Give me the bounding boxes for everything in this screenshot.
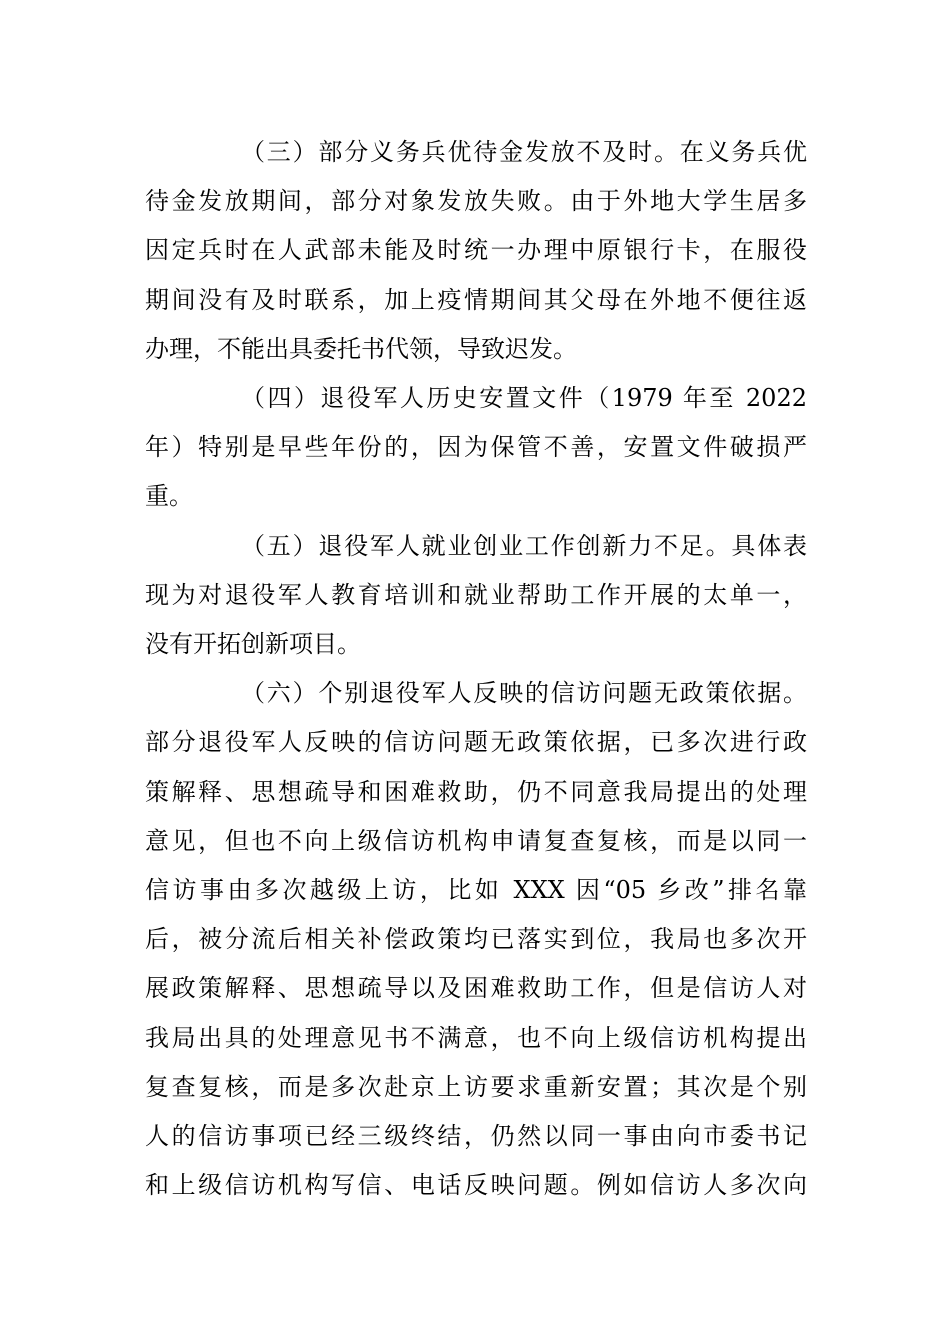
- text-line: 年）特别是早些年份的，因为保管不善，安置文件破损严: [145, 433, 807, 462]
- text-line: 展政策解释、思想疏导以及困难救助工作，但是信访人对: [145, 974, 807, 1003]
- paragraph-5: [145, 522, 807, 670]
- text-line: （六）个别退役军人反映的信访问题无政策依据。: [241, 679, 807, 708]
- document-body: [145, 128, 807, 1210]
- text-line: 人的信访事项已经三级终结，仍然以同一事由向市委书记: [145, 1122, 807, 1151]
- text-line: 策解释、思想疏导和困难救助，仍不同意我局提出的处理: [145, 777, 807, 806]
- paragraph-6: [145, 669, 807, 1210]
- text-line: 重。: [145, 482, 193, 511]
- text-line: 部分退役军人反映的信访问题无政策依据，已多次进行政: [145, 728, 807, 757]
- text-line: 办理，不能出具委托书代领，导致迟发。: [145, 334, 577, 363]
- text-line: 待金发放期间，部分对象发放失败。由于外地大学生居多: [145, 187, 807, 216]
- text-line: （三）部分义务兵优待金发放不及时。在义务兵优: [241, 138, 807, 166]
- text-line: 意见，但也不向上级信访机构申请复查复核，而是以同一: [145, 826, 807, 855]
- text-line: 我局出具的处理意见书不满意，也不向上级信访机构提出: [145, 1023, 807, 1052]
- text-line: 期间没有及时联系，加上疫情期间其父母在外地不便往返: [145, 285, 807, 314]
- text-line: （五）退役军人就业创业工作创新力不足。具体表: [241, 531, 807, 560]
- text-line: 和上级信访机构写信、电话反映问题。例如信访人多次向: [145, 1171, 807, 1200]
- paragraph-3: [145, 128, 807, 374]
- text-line: （四）退役军人历史安置文件（1979 年至 2022: [241, 384, 807, 413]
- text-line: 后，被分流后相关补偿政策均已落实到位，我局也多次开: [145, 925, 807, 954]
- text-line: 没有开拓创新项目。: [145, 630, 361, 659]
- text-line: 现为对退役军人教育培训和就业帮助工作开展的太单一，: [145, 580, 807, 609]
- text-line: 复查复核，而是多次赴京上访要求重新安置；其次是个别: [145, 1072, 807, 1101]
- text-line: 信访事由多次越级上访，比如 XXX 因“05 乡改”排名靠: [145, 876, 807, 905]
- paragraph-4: [145, 374, 807, 522]
- text-line: 因定兵时在人武部未能及时统一办理中原银行卡，在服役: [145, 236, 807, 265]
